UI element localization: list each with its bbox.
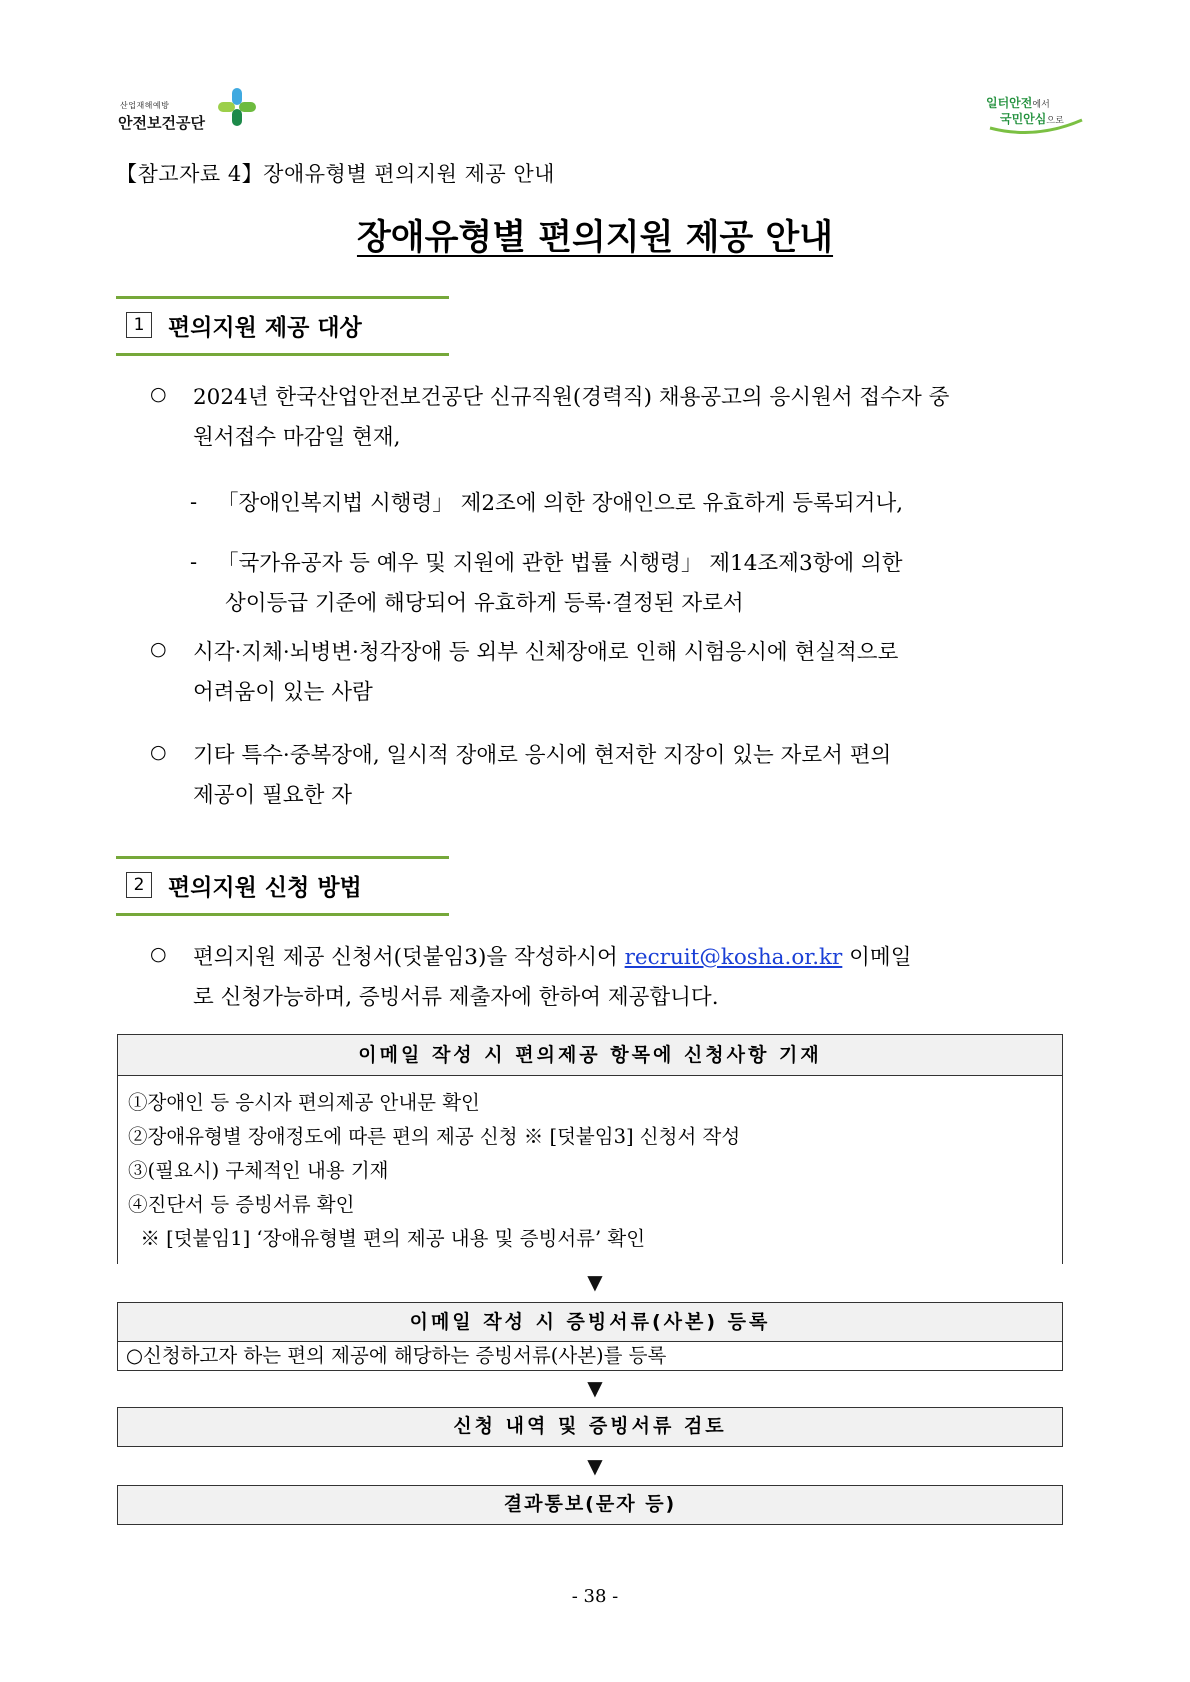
slogan-line-2: 국민안심으로 [1000,112,1064,126]
section-1-header [116,296,449,356]
flow-box-3: 신청 내역 및 증빙서류 검토 [117,1407,1063,1447]
bullet-icon: ○ [150,638,167,660]
dash-icon: - [190,550,198,574]
list-item: 2024년 한국산업안전보건공단 신규직원(경력직) 채용공고의 응시원서 접수자 중 원서접수 마감일 현재, [193,385,950,450]
flow-box-body: ①장애인 등 응시자 편의제공 안내문 확인 ②장애유형별 장애정도에 따른 편의 제공 신청 ※ [덧붙임3] 신청서 작성 ③(필요시) 구체적인 내용 기재 ④진단서 등 증빙서류 확인 ※ [덧붙임1] ‘장애유형별 편의 제공 내용 및 증빙서류’ 확인 [118,1076,1062,1266]
flow-box-header: 이메일 작성 시 증빙서류(사본) 등록 [118,1303,1062,1342]
intro-paragraph: 편의지원 제공 신청서(덧붙임3)을 작성하시어 recruit@kosha.or.kr 이메일 로 신청가능하며, 증빙서류 제출자에 한하여 제공합니다. [193,945,912,1010]
section-heading: 편의지원 제공 대상 [168,315,362,341]
down-arrow-icon: ▼ [587,1454,603,1478]
bullet-icon: ○ [150,741,167,763]
down-arrow-icon: ▼ [587,1270,603,1294]
bullet-icon: ○ [150,383,167,405]
list-item: 「국가유공자 등 예우 및 지원에 관한 법률 시행령」 제14조제3항에 의한 상이등급 기준에 해당되어 유효하게 등록·결정된 자로서 [217,551,903,616]
list-item: 「장애인복지법 시행령」 제2조에 의한 장애인으로 유효하게 등록되거나, [217,491,904,516]
reference-label: 【참고자료 4】장애유형별 편의지원 제공 안내 [116,162,555,186]
email-link[interactable]: recruit@kosha.or.kr [624,945,843,970]
dash-icon: - [190,490,198,514]
logo-title: 안전보건공단 [118,114,205,132]
page-number: - 38 - [571,1586,619,1607]
list-item: 시각·지체·뇌병변·청각장애 등 외부 신체장애로 인해 시험응시에 현실적으로 어려움이 있는 사람 [193,640,899,705]
flow-box-2 [117,1302,1063,1371]
list-item: 기타 특수·중복장애, 일시적 장애로 응시에 현저한 지장이 있는 자로서 편의 제공이 필요한 자 [193,743,892,808]
kosha-logo [118,86,258,136]
flow-box-header: 이메일 작성 시 편의제공 항목에 신청사항 기재 [118,1035,1062,1076]
cross-logo-icon [216,86,258,128]
document-title: 장애유형별 편의지원 제공 안내 [356,218,834,258]
flow-box-1 [117,1034,1063,1264]
down-arrow-icon: ▼ [587,1376,603,1400]
flow-box-4: 결과통보(문자 등) [117,1485,1063,1525]
logo-subtitle: 산업재해예방 [120,101,170,110]
slogan-logo [986,88,1086,138]
section-number: 2 [126,872,152,898]
flow-box-body: ○신청하고자 하는 편의 제공에 해당하는 증빙서류(사본)를 등록 [126,1344,667,1367]
section-2-header [116,856,449,916]
section-heading: 편의지원 신청 방법 [168,875,362,901]
bullet-icon: ○ [150,943,167,965]
section-number: 1 [126,312,152,338]
slogan-line-1: 일터안전에서 [986,96,1050,110]
